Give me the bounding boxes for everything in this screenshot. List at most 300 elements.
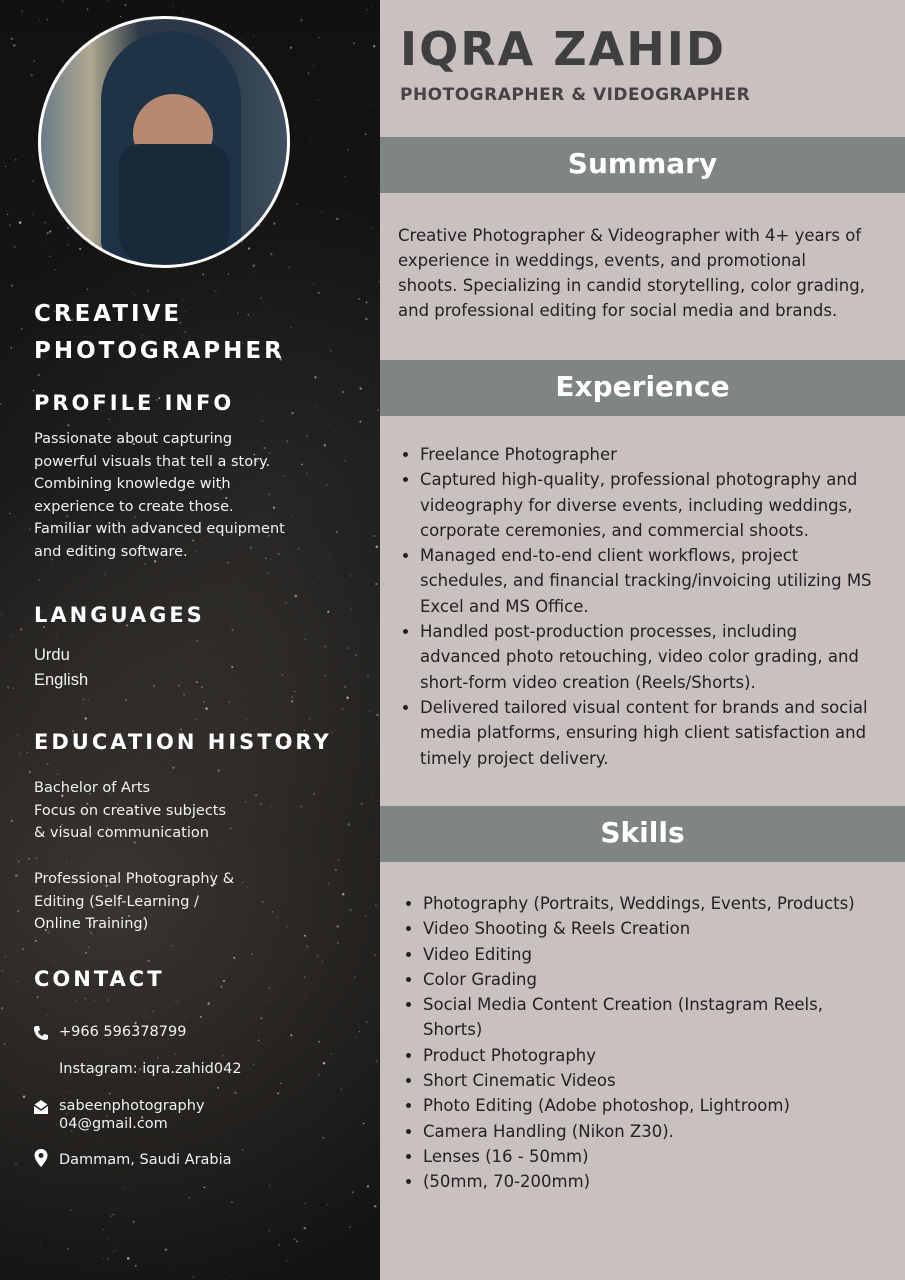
star-dot — [228, 274, 229, 275]
star-dot — [342, 709, 344, 711]
star-dot — [2, 460, 4, 462]
star-dot — [27, 744, 28, 745]
star-dot — [337, 925, 340, 928]
languages-heading: LANGUAGES — [34, 603, 205, 627]
star-dot — [324, 444, 326, 446]
star-dot — [120, 16, 121, 17]
star-dot — [32, 214, 33, 215]
star-dot — [29, 771, 31, 773]
star-dot — [204, 1187, 206, 1189]
star-dot — [109, 1092, 111, 1094]
star-dot — [202, 274, 204, 276]
star-dot — [359, 421, 361, 423]
star-dot — [132, 292, 133, 293]
star-dot — [11, 285, 13, 287]
star-dot — [132, 1221, 134, 1223]
star-dot — [39, 1241, 41, 1243]
star-dot — [27, 752, 28, 753]
language-item: Urdu — [34, 646, 70, 664]
star-dot — [316, 558, 317, 559]
star-dot — [107, 999, 109, 1001]
star-dot — [326, 484, 328, 486]
star-dot — [20, 628, 22, 630]
star-dot — [318, 576, 319, 577]
star-dot — [338, 860, 339, 861]
list-item-line: • Photo Editing (Adobe photoshop, Lightroom) — [423, 1096, 790, 1116]
star-dot — [223, 980, 225, 982]
star-dot — [13, 44, 16, 47]
list-item-line: • Camera Handling (Nikon Z30). — [423, 1121, 674, 1141]
star-dot — [34, 60, 35, 61]
profile-line: experience to create those. — [34, 498, 234, 515]
star-dot — [34, 588, 35, 589]
star-dot — [11, 38, 13, 40]
skills-list — [380, 891, 855, 1195]
star-dot — [315, 640, 316, 641]
star-dot — [35, 940, 37, 942]
star-dot — [285, 602, 287, 604]
list-item-line: • Short Cinematic Videos — [423, 1071, 616, 1091]
star-dot — [252, 265, 255, 268]
list-item — [420, 543, 872, 619]
star-dot — [30, 74, 32, 76]
star-dot — [296, 270, 297, 271]
star-dot — [27, 1028, 28, 1029]
star-dot — [205, 707, 207, 709]
star-dot — [290, 46, 292, 48]
summary-line: experience in weddings, events, and promotional — [398, 251, 807, 270]
star-dot — [122, 1085, 123, 1086]
star-dot — [93, 667, 94, 668]
star-dot — [287, 926, 288, 927]
star-dot — [85, 717, 87, 719]
star-dot — [374, 13, 375, 14]
star-dot — [360, 387, 362, 389]
star-dot — [49, 231, 51, 233]
star-dot — [340, 727, 341, 728]
star-dot — [231, 629, 233, 631]
star-dot — [223, 1055, 225, 1057]
star-dot — [172, 766, 174, 768]
star-dot — [301, 464, 302, 465]
star-dot — [282, 674, 284, 676]
star-dot — [362, 415, 363, 416]
star-dot — [359, 1031, 361, 1033]
star-dot — [234, 1092, 236, 1094]
star-dot — [11, 347, 12, 348]
star-dot — [294, 691, 295, 692]
list-item — [423, 916, 855, 941]
star-dot — [124, 1174, 125, 1175]
star-dot — [157, 1057, 159, 1059]
star-dot — [328, 553, 329, 554]
profile-line: and editing software. — [34, 543, 188, 560]
star-dot — [22, 949, 23, 950]
star-dot — [126, 1189, 127, 1190]
list-item-line: Excel and MS Office. — [420, 596, 589, 616]
star-dot — [304, 993, 305, 994]
star-dot — [3, 402, 4, 403]
star-dot — [110, 1215, 112, 1217]
star-dot — [107, 0, 108, 1]
star-dot — [373, 104, 374, 105]
star-dot — [188, 1197, 190, 1199]
star-dot — [331, 1053, 332, 1054]
star-dot — [46, 232, 48, 234]
star-dot — [300, 805, 302, 807]
star-dot — [28, 858, 31, 861]
star-dot — [168, 1223, 169, 1224]
star-dot — [232, 1181, 233, 1182]
profile-line: Familiar with advanced equipment — [34, 521, 285, 538]
star-dot — [245, 801, 246, 802]
star-dot — [318, 37, 319, 38]
star-dot — [4, 1043, 6, 1045]
star-dot — [253, 1064, 254, 1065]
star-dot — [83, 699, 85, 701]
star-dot — [231, 1201, 233, 1203]
star-dot — [359, 805, 360, 806]
star-dot — [85, 952, 87, 954]
star-dot — [270, 253, 272, 255]
star-dot — [257, 695, 258, 696]
star-dot — [261, 901, 264, 904]
sidebar — [0, 0, 380, 1280]
star-dot — [298, 548, 300, 550]
star-dot — [67, 244, 68, 245]
star-dot — [131, 1186, 132, 1187]
skills-heading: Skills — [380, 806, 905, 862]
star-dot — [304, 1227, 306, 1229]
star-dot — [215, 608, 216, 609]
star-dot — [1, 613, 2, 614]
star-dot — [244, 1202, 245, 1203]
star-dot — [66, 862, 67, 863]
star-dot — [54, 269, 55, 270]
contact-phone: +966 596378799 — [59, 1024, 187, 1040]
star-dot — [373, 535, 375, 537]
star-dot — [79, 565, 81, 567]
star-dot — [353, 42, 355, 44]
list-item-line: • Delivered tailored visual content for brands and social — [420, 697, 868, 717]
star-dot — [335, 635, 336, 636]
experience-list — [380, 442, 872, 771]
star-dot — [39, 20, 40, 21]
star-dot — [195, 718, 197, 720]
summary-heading: Summary — [380, 137, 905, 193]
list-item — [423, 1043, 855, 1068]
star-dot — [211, 726, 212, 727]
star-dot — [49, 256, 50, 257]
star-dot — [17, 973, 18, 974]
star-dot — [152, 1010, 154, 1012]
star-dot — [257, 897, 258, 898]
star-dot — [36, 996, 38, 998]
list-item — [423, 1119, 855, 1144]
star-dot — [349, 214, 350, 215]
star-dot — [344, 460, 345, 461]
star-dot — [314, 376, 316, 378]
star-dot — [207, 1136, 208, 1137]
star-dot — [359, 1027, 360, 1028]
star-dot — [68, 424, 70, 426]
star-dot — [38, 579, 40, 581]
star-dot — [317, 232, 318, 233]
star-dot — [122, 1093, 123, 1094]
star-dot — [135, 1265, 137, 1267]
star-dot — [340, 1088, 342, 1090]
star-dot — [88, 947, 89, 948]
list-item — [423, 1068, 855, 1093]
star-dot — [300, 19, 302, 21]
contact-heading: CONTACT — [34, 967, 165, 991]
star-dot — [174, 1053, 176, 1055]
star-dot — [5, 166, 6, 167]
star-dot — [253, 35, 254, 36]
star-dot — [336, 218, 338, 220]
star-dot — [280, 1083, 281, 1084]
star-dot — [203, 701, 205, 703]
star-dot — [15, 159, 17, 161]
star-dot — [314, 406, 315, 407]
star-dot — [342, 391, 344, 393]
star-dot — [344, 686, 346, 688]
star-dot — [7, 686, 9, 688]
star-dot — [178, 1002, 179, 1003]
star-dot — [56, 1124, 57, 1125]
star-dot — [344, 176, 345, 177]
education-line: Bachelor of Arts — [34, 780, 151, 796]
star-dot — [323, 1062, 326, 1065]
star-dot — [171, 1267, 172, 1268]
star-dot — [33, 633, 34, 634]
star-dot — [330, 350, 331, 351]
star-dot — [19, 221, 22, 224]
star-dot — [269, 1000, 270, 1001]
list-item-line: • Managed end-to-end client workflows, project — [420, 546, 799, 566]
star-dot — [21, 641, 22, 642]
job-title: PHOTOGRAPHER & VIDEOGRAPHER — [400, 85, 751, 105]
star-dot — [290, 1034, 292, 1036]
star-dot — [365, 318, 367, 320]
contact-location: Dammam, Saudi Arabia — [59, 1152, 232, 1168]
star-dot — [166, 681, 167, 682]
language-item: English — [34, 671, 89, 689]
star-dot — [88, 700, 89, 701]
star-dot — [365, 133, 366, 134]
star-dot — [175, 1000, 176, 1001]
list-item — [420, 467, 872, 543]
star-dot — [233, 957, 235, 959]
star-dot — [358, 298, 360, 300]
star-dot — [374, 795, 375, 796]
star-dot — [28, 528, 31, 531]
star-dot — [46, 763, 48, 765]
star-dot — [250, 638, 251, 639]
star-dot — [251, 694, 252, 695]
star-dot — [231, 666, 233, 668]
languages-list — [34, 643, 88, 693]
star-dot — [107, 1258, 109, 1260]
list-item — [420, 442, 872, 467]
star-dot — [337, 440, 338, 441]
star-dot — [198, 286, 199, 287]
star-dot — [32, 155, 34, 157]
star-dot — [304, 935, 306, 937]
star-dot — [174, 1187, 175, 1188]
star-dot — [95, 1000, 96, 1001]
star-dot — [245, 835, 246, 836]
profile-line: Passionate about capturing — [34, 431, 233, 447]
star-dot — [273, 222, 276, 225]
email-line: 04@gmail.com — [59, 1116, 168, 1132]
star-dot — [12, 709, 13, 710]
star-dot — [193, 1276, 194, 1277]
star-dot — [291, 516, 292, 517]
star-dot — [376, 843, 377, 844]
star-dot — [346, 696, 349, 699]
star-dot — [327, 611, 329, 613]
star-dot — [46, 1014, 48, 1016]
list-item — [423, 1144, 855, 1169]
star-dot — [58, 963, 59, 964]
star-dot — [376, 545, 379, 548]
star-dot — [335, 430, 336, 431]
star-dot — [295, 1177, 296, 1178]
star-dot — [145, 1012, 146, 1013]
star-dot — [56, 421, 57, 422]
star-dot — [377, 409, 379, 411]
star-dot — [230, 1276, 232, 1278]
star-dot — [300, 692, 301, 693]
star-dot — [185, 1018, 186, 1019]
star-dot — [336, 602, 337, 603]
star-dot — [165, 1249, 168, 1252]
star-dot — [112, 1251, 114, 1253]
star-dot — [46, 18, 48, 20]
star-dot — [113, 1214, 115, 1216]
star-dot — [347, 647, 349, 649]
star-dot — [282, 950, 283, 951]
star-dot — [11, 1080, 12, 1081]
star-dot — [251, 953, 253, 955]
list-item-line: corporate ceremonies, and commercial shoots. — [420, 520, 809, 540]
star-dot — [348, 823, 351, 826]
star-dot — [148, 960, 150, 962]
star-dot — [9, 513, 11, 515]
star-dot — [354, 976, 355, 977]
star-dot — [108, 1238, 109, 1239]
star-dot — [252, 47, 254, 49]
contact-email — [59, 1097, 205, 1133]
tagline-line: PHOTOGRAPHER — [34, 338, 285, 364]
star-dot — [318, 292, 320, 294]
profile-photo — [38, 16, 290, 268]
star-dot — [35, 1212, 36, 1213]
star-dot — [56, 1166, 57, 1167]
star-dot — [371, 797, 372, 798]
star-dot — [227, 633, 228, 634]
star-dot — [79, 248, 81, 250]
star-dot — [220, 986, 223, 989]
star-dot — [257, 1189, 258, 1190]
star-dot — [256, 984, 257, 985]
star-dot — [206, 725, 207, 726]
experience-heading: Experience — [380, 360, 905, 416]
list-item-line: Shorts) — [423, 1020, 483, 1040]
star-dot — [15, 874, 18, 877]
list-item-line: • Color Grading — [423, 969, 537, 989]
star-dot — [247, 887, 248, 888]
star-dot — [269, 1185, 270, 1186]
star-dot — [328, 883, 329, 884]
star-dot — [307, 435, 309, 437]
star-dot — [252, 1176, 253, 1177]
star-dot — [255, 815, 256, 816]
star-dot — [10, 635, 11, 636]
star-dot — [183, 12, 184, 13]
star-dot — [367, 675, 369, 677]
profile-heading: PROFILE INFO — [34, 391, 235, 415]
star-dot — [17, 981, 18, 982]
star-dot — [222, 845, 223, 846]
education-line: Online Training) — [34, 916, 149, 933]
star-dot — [376, 714, 379, 717]
star-dot — [260, 1017, 262, 1019]
star-dot — [294, 1238, 296, 1240]
star-dot — [38, 374, 40, 376]
star-dot — [32, 180, 33, 181]
star-dot — [15, 1163, 18, 1166]
star-dot — [17, 910, 19, 912]
star-dot — [344, 1025, 345, 1026]
star-dot — [296, 1241, 298, 1243]
star-dot — [349, 909, 352, 912]
star-dot — [305, 638, 307, 640]
star-dot — [0, 404, 1, 405]
star-dot — [55, 960, 56, 961]
star-dot — [316, 955, 318, 957]
star-dot — [352, 1191, 354, 1193]
star-dot — [330, 915, 331, 916]
star-dot — [304, 976, 306, 978]
star-dot — [318, 321, 319, 322]
star-dot — [127, 1257, 130, 1260]
star-dot — [260, 803, 262, 805]
star-dot — [306, 473, 307, 474]
star-dot — [218, 293, 219, 294]
star-dot — [286, 440, 288, 442]
star-dot — [62, 0, 64, 2]
star-dot — [215, 290, 216, 291]
star-dot — [21, 851, 22, 852]
star-dot — [309, 718, 310, 719]
star-dot — [116, 953, 117, 954]
education-degree — [34, 777, 226, 845]
email-line: sabeenphotography — [59, 1098, 205, 1114]
star-dot — [23, 1095, 26, 1098]
star-dot — [57, 773, 59, 775]
star-dot — [271, 911, 273, 913]
star-dot — [75, 1001, 76, 1002]
star-dot — [337, 972, 338, 973]
star-dot — [73, 702, 74, 703]
star-dot — [366, 302, 368, 304]
star-dot — [18, 861, 20, 863]
star-dot — [230, 845, 231, 846]
star-dot — [328, 628, 329, 629]
star-dot — [306, 945, 308, 947]
